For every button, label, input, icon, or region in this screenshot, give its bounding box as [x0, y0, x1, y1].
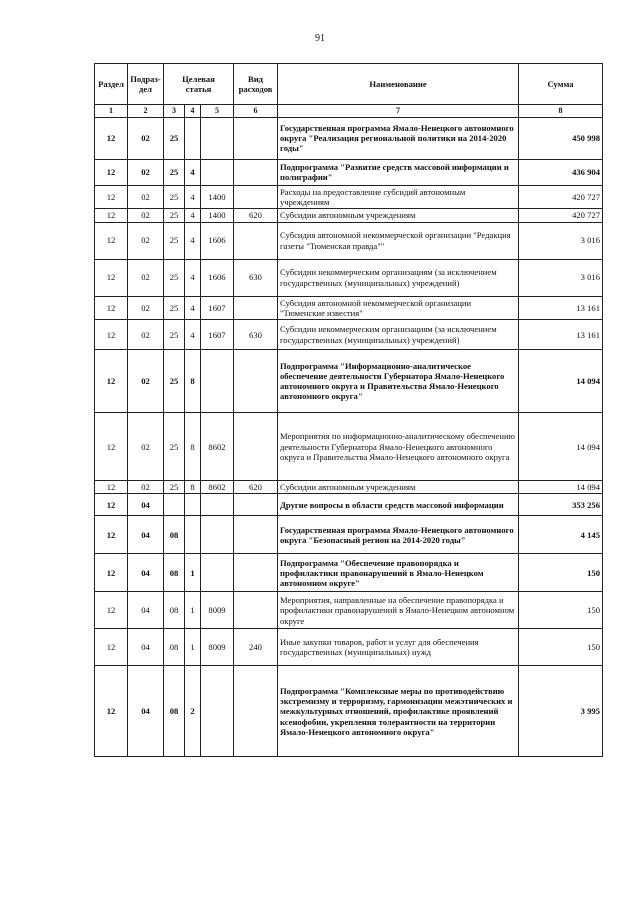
header-podrazdel: Подраз- дел: [128, 64, 164, 105]
cell-name: Субсидии некоммерческим организациям (за исключением государственных (муниципальных) учреждений): [278, 259, 519, 296]
cell-name: Подпрограмма "Развитие средств массовой информации и полиграфии": [278, 159, 519, 185]
budget-table: [94, 63, 603, 757]
cell-razdel: 12: [95, 413, 128, 481]
cell-name: Мероприятия по информационно-аналитическому обеспечению деятельности Губернатора Ямало-Ненецкого автономного округа и Правительства Ямало-Ненецкого автономного округа: [278, 413, 519, 481]
table-row: [95, 259, 603, 296]
cell-expense-type: [234, 159, 278, 185]
cell-program: 08: [164, 592, 185, 629]
header-sum: Сумма: [519, 64, 603, 105]
cell-subprogram: 1: [185, 629, 201, 666]
cell-expense-type: [234, 413, 278, 481]
table-row: [95, 516, 603, 554]
header-target-article: Целевая статья: [164, 64, 234, 105]
cell-sum: 14 094: [519, 481, 603, 494]
cell-subprogram: 2: [185, 666, 201, 757]
cell-razdel: 12: [95, 259, 128, 296]
table-row: [95, 554, 603, 592]
cell-sum: 150: [519, 554, 603, 592]
cell-program: 25: [164, 117, 185, 159]
cell-direction: [201, 666, 234, 757]
column-number: 4: [185, 105, 201, 118]
header-row: [95, 64, 603, 105]
cell-podrazdel: 04: [128, 666, 164, 757]
cell-razdel: 12: [95, 296, 128, 320]
cell-subprogram: 4: [185, 159, 201, 185]
cell-program: 25: [164, 296, 185, 320]
cell-subprogram: [185, 494, 201, 516]
cell-razdel: 12: [95, 209, 128, 222]
table-row: [95, 320, 603, 350]
cell-podrazdel: 04: [128, 516, 164, 554]
cell-program: 08: [164, 666, 185, 757]
cell-podrazdel: 02: [128, 320, 164, 350]
cell-podrazdel: 02: [128, 350, 164, 413]
cell-name: Подпрограмма "Обеспечение правопорядка и профилактики правонарушений в Ямало-Ненецком автономном округе": [278, 554, 519, 592]
cell-razdel: 12: [95, 554, 128, 592]
cell-direction: 8602: [201, 481, 234, 494]
cell-name: Иные закупки товаров, работ и услуг для обеспечения государственных (муниципальных) нужд: [278, 629, 519, 666]
cell-podrazdel: 02: [128, 209, 164, 222]
cell-name: Субсидии автономным учреждениям: [278, 209, 519, 222]
column-number: 6: [234, 105, 278, 118]
cell-program: 25: [164, 320, 185, 350]
cell-razdel: 12: [95, 494, 128, 516]
cell-subprogram: 8: [185, 413, 201, 481]
cell-razdel: 12: [95, 592, 128, 629]
cell-sum: 3 016: [519, 222, 603, 259]
cell-sum: 450 998: [519, 117, 603, 159]
cell-podrazdel: 04: [128, 554, 164, 592]
table-row: [95, 296, 603, 320]
column-number-row: [95, 105, 603, 118]
cell-podrazdel: 02: [128, 117, 164, 159]
cell-expense-type: 620: [234, 209, 278, 222]
cell-razdel: 12: [95, 222, 128, 259]
table-row: [95, 413, 603, 481]
cell-razdel: 12: [95, 350, 128, 413]
cell-program: [164, 494, 185, 516]
cell-razdel: 12: [95, 117, 128, 159]
cell-subprogram: 4: [185, 209, 201, 222]
table-row: [95, 481, 603, 494]
cell-name: Расходы на предоставление субсидий автономным учреждениям: [278, 185, 519, 209]
cell-podrazdel: 02: [128, 259, 164, 296]
cell-sum: 14 094: [519, 413, 603, 481]
cell-program: 25: [164, 159, 185, 185]
cell-sum: 13 161: [519, 296, 603, 320]
cell-sum: 3 995: [519, 666, 603, 757]
cell-expense-type: [234, 185, 278, 209]
cell-podrazdel: 02: [128, 296, 164, 320]
cell-direction: [201, 494, 234, 516]
header-razdel: Раздел: [95, 64, 128, 105]
cell-razdel: 12: [95, 516, 128, 554]
cell-direction: 1400: [201, 209, 234, 222]
cell-program: 08: [164, 516, 185, 554]
cell-subprogram: 8: [185, 350, 201, 413]
table-row: [95, 494, 603, 516]
cell-expense-type: [234, 296, 278, 320]
cell-program: 25: [164, 481, 185, 494]
cell-razdel: 12: [95, 629, 128, 666]
cell-sum: 420 727: [519, 185, 603, 209]
table-row: [95, 592, 603, 629]
cell-program: 25: [164, 350, 185, 413]
cell-sum: 353 256: [519, 494, 603, 516]
cell-expense-type: 240: [234, 629, 278, 666]
cell-expense-type: [234, 494, 278, 516]
cell-sum: 13 161: [519, 320, 603, 350]
cell-direction: [201, 350, 234, 413]
cell-name: Государственная программа Ямало-Ненецкого автономного округа "Реализация региональной политики на 2014-2020 годы": [278, 117, 519, 159]
cell-program: 25: [164, 222, 185, 259]
table-row: [95, 666, 603, 757]
cell-podrazdel: 02: [128, 481, 164, 494]
cell-expense-type: [234, 554, 278, 592]
cell-subprogram: 4: [185, 222, 201, 259]
cell-direction: 1606: [201, 259, 234, 296]
cell-program: 25: [164, 209, 185, 222]
cell-subprogram: 4: [185, 185, 201, 209]
cell-subprogram: 1: [185, 554, 201, 592]
cell-razdel: 12: [95, 159, 128, 185]
cell-razdel: 12: [95, 185, 128, 209]
cell-expense-type: 630: [234, 259, 278, 296]
cell-sum: 420 727: [519, 209, 603, 222]
table-row: [95, 222, 603, 259]
column-number: 5: [201, 105, 234, 118]
cell-program: 08: [164, 629, 185, 666]
cell-sum: 14 094: [519, 350, 603, 413]
column-number: 8: [519, 105, 603, 118]
cell-name: Другие вопросы в области средств массовой информации: [278, 494, 519, 516]
cell-razdel: 12: [95, 320, 128, 350]
table-row: [95, 117, 603, 159]
column-number: 3: [164, 105, 185, 118]
cell-expense-type: [234, 222, 278, 259]
header-name: Наименование: [278, 64, 519, 105]
cell-name: Подпрограмма "Комплексные меры по противодействию экстремизму и терроризму, гармонизации межэтнических и межкультурных отношений, профилактике проявлений ксенофобии, укрепления толерантности на территории Ямало-Ненецкого автономного округа": [278, 666, 519, 757]
cell-expense-type: [234, 666, 278, 757]
cell-direction: 1400: [201, 185, 234, 209]
cell-program: 25: [164, 413, 185, 481]
cell-subprogram: [185, 516, 201, 554]
cell-name: Субсидия автономной некоммерческой организации "Редакция газеты "Тюменская правда"": [278, 222, 519, 259]
cell-name: Субсидии некоммерческим организациям (за исключением государственных (муниципальных) учреждений): [278, 320, 519, 350]
cell-name: Мероприятия, направленные на обеспечение правопорядка и профилактики правонарушений в Ямало-Ненецком автономном округе: [278, 592, 519, 629]
cell-program: 25: [164, 259, 185, 296]
table-row: [95, 185, 603, 209]
table-body: [95, 117, 603, 757]
cell-program: 08: [164, 554, 185, 592]
cell-sum: 3 016: [519, 259, 603, 296]
cell-subprogram: [185, 117, 201, 159]
cell-podrazdel: 04: [128, 592, 164, 629]
cell-direction: [201, 117, 234, 159]
column-number: 1: [95, 105, 128, 118]
cell-podrazdel: 02: [128, 185, 164, 209]
cell-subprogram: 8: [185, 481, 201, 494]
cell-direction: 1607: [201, 296, 234, 320]
cell-direction: 8009: [201, 592, 234, 629]
table-row: [95, 350, 603, 413]
table-row: [95, 629, 603, 666]
cell-sum: 436 904: [519, 159, 603, 185]
column-number: 2: [128, 105, 164, 118]
cell-podrazdel: 04: [128, 629, 164, 666]
cell-direction: [201, 516, 234, 554]
cell-name: Субсидии автономным учреждениям: [278, 481, 519, 494]
cell-sum: 4 145: [519, 516, 603, 554]
cell-subprogram: 4: [185, 259, 201, 296]
table-row: [95, 209, 603, 222]
cell-direction: 8602: [201, 413, 234, 481]
table-row: [95, 159, 603, 185]
cell-subprogram: 4: [185, 296, 201, 320]
cell-sum: 150: [519, 629, 603, 666]
column-number: 7: [278, 105, 519, 118]
cell-expense-type: 620: [234, 481, 278, 494]
cell-expense-type: 630: [234, 320, 278, 350]
cell-expense-type: [234, 350, 278, 413]
cell-direction: 1607: [201, 320, 234, 350]
cell-name: Подпрограмма "Информационно-аналитическое обеспечение деятельности Губернатора Ямало-Ненецкого автономного округа и Правительства Ямало-Ненецкого автономного округа": [278, 350, 519, 413]
cell-podrazdel: 02: [128, 222, 164, 259]
cell-direction: 8009: [201, 629, 234, 666]
header-expense-type: Вид расходов: [234, 64, 278, 105]
cell-direction: 1606: [201, 222, 234, 259]
cell-expense-type: [234, 117, 278, 159]
cell-expense-type: [234, 592, 278, 629]
cell-direction: [201, 159, 234, 185]
cell-expense-type: [234, 516, 278, 554]
cell-subprogram: 4: [185, 320, 201, 350]
cell-direction: [201, 554, 234, 592]
cell-program: 25: [164, 185, 185, 209]
cell-razdel: 12: [95, 481, 128, 494]
cell-subprogram: 1: [185, 592, 201, 629]
cell-sum: 150: [519, 592, 603, 629]
cell-name: Государственная программа Ямало-Ненецкого автономного округа "Безопасный регион на 2014-2020 годы": [278, 516, 519, 554]
page-number: 91: [315, 33, 325, 44]
cell-podrazdel: 02: [128, 159, 164, 185]
cell-podrazdel: 02: [128, 413, 164, 481]
cell-podrazdel: 04: [128, 494, 164, 516]
cell-name: Субсидия автономной некоммерческой организации "Тюменские известия": [278, 296, 519, 320]
cell-razdel: 12: [95, 666, 128, 757]
